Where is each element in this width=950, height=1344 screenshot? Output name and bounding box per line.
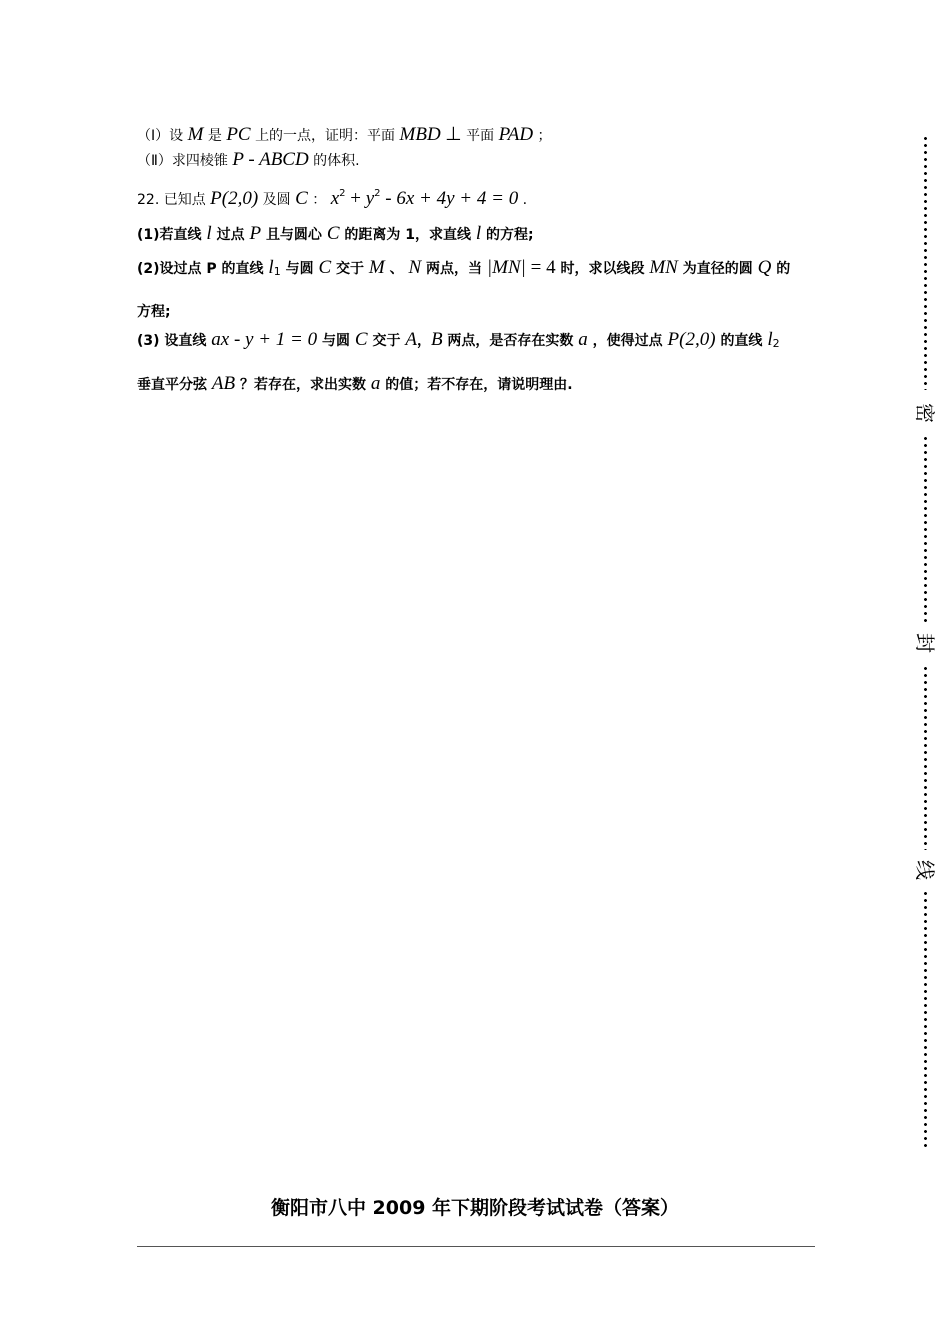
q21-part1	[137, 125, 552, 146]
text: 交于	[372, 333, 401, 349]
text: ？若存在，求出实数	[239, 377, 366, 393]
answer-sheet-title: 衡阳市八中 2009 年下期阶段考试试卷（答案）	[270, 1197, 680, 1219]
q22-sub2-cont	[137, 302, 171, 322]
text: 垂直平分弦	[137, 377, 207, 393]
q22-sub1	[137, 224, 534, 245]
text: ：	[312, 192, 327, 208]
math-var: C	[326, 223, 340, 244]
text: （Ⅱ）求四棱锥	[137, 153, 228, 169]
subscript: 1	[273, 265, 281, 278]
math-var: MBD	[399, 124, 441, 145]
text: (2)设过点 P 的直线	[137, 261, 264, 277]
math-var: C	[318, 257, 332, 278]
math-var: A	[405, 329, 417, 350]
math-expr: ax - y + 1 = 0	[211, 329, 318, 350]
math-var: M	[187, 124, 204, 145]
text: ，使得过点	[592, 333, 663, 349]
text: 是	[207, 128, 222, 144]
question-number: 22. 已知点	[137, 192, 206, 208]
seal-char-xian: 线	[913, 860, 937, 880]
dotted-line	[924, 435, 927, 623]
text: 与圆	[285, 261, 314, 277]
text: 两点，当	[426, 261, 483, 277]
dotted-line	[924, 135, 927, 390]
q22-sub2	[137, 258, 790, 282]
math-var: Q	[757, 257, 772, 278]
math-var: PC	[226, 124, 251, 145]
dotted-line	[924, 665, 927, 850]
seal-char-feng: 封	[913, 633, 937, 653]
text: 方程;	[137, 304, 171, 320]
subscript: 2	[772, 337, 780, 350]
text: (3) 设直线	[137, 333, 207, 349]
math-var: N	[408, 257, 422, 278]
text: .	[522, 192, 528, 208]
math-expr: |MN|	[486, 257, 526, 278]
text: 上的一点，证明：平面	[255, 128, 396, 144]
text: 与圆	[322, 333, 351, 349]
math-var: MN	[649, 257, 678, 278]
math-symbol: +	[345, 188, 366, 209]
q22-sub3-cont	[137, 374, 573, 395]
math-var: PAD	[498, 124, 534, 145]
math-point: P(2,0)	[667, 329, 716, 350]
text: ；	[537, 128, 552, 144]
text: 交于	[336, 261, 365, 277]
math-var: y	[365, 188, 375, 209]
text: 为直径的圆	[682, 261, 753, 277]
q22-intro	[137, 184, 527, 210]
math-point: P(2,0)	[210, 188, 259, 209]
text: 且与圆心	[265, 227, 322, 243]
math-var: l	[767, 329, 773, 350]
text: 的方程;	[486, 227, 534, 243]
math-var: AB	[211, 373, 236, 394]
text: ，	[416, 333, 431, 349]
math-var: P	[249, 223, 262, 244]
text: 的体积.	[313, 153, 360, 169]
seal-char-mi: 密	[913, 403, 937, 423]
text: 的直线	[720, 333, 763, 349]
text: 、	[389, 261, 404, 277]
text: 的距离为 1，求直线	[344, 227, 471, 243]
math-var: C	[295, 188, 308, 209]
math-var: l	[475, 223, 482, 244]
math-var: C	[354, 329, 368, 350]
text: 时，求以线段	[560, 261, 645, 277]
math-expr: - 6x + 4y + 4 = 0	[380, 188, 519, 209]
q21-part2	[137, 150, 360, 171]
text: (1)若直线	[137, 227, 202, 243]
dotted-line	[924, 890, 927, 1150]
math-var: a	[370, 373, 381, 394]
text: 的值；若不存在，请说明理由.	[385, 377, 573, 393]
math-expr: = 4	[525, 257, 556, 278]
math-expr: P - ABCD	[232, 149, 309, 170]
math-var: a	[578, 329, 588, 350]
math-var: l	[268, 257, 274, 278]
math-var: l	[206, 223, 212, 244]
superscript: 2	[374, 188, 381, 199]
text: 过点	[216, 227, 245, 243]
title-underline	[137, 1246, 815, 1247]
text: 平面	[466, 128, 495, 144]
text: （Ⅰ）设	[137, 128, 184, 144]
seal-line-margin	[915, 135, 935, 1150]
math-var: B	[430, 329, 443, 350]
math-symbol: ⊥	[445, 124, 462, 145]
math-var: M	[368, 257, 385, 278]
math-var: x	[330, 188, 340, 209]
superscript: 2	[339, 188, 346, 199]
text: 两点，是否存在实数	[447, 333, 574, 349]
text: 的	[776, 261, 791, 277]
text: 及圆	[262, 192, 291, 208]
q22-sub3	[137, 330, 780, 354]
